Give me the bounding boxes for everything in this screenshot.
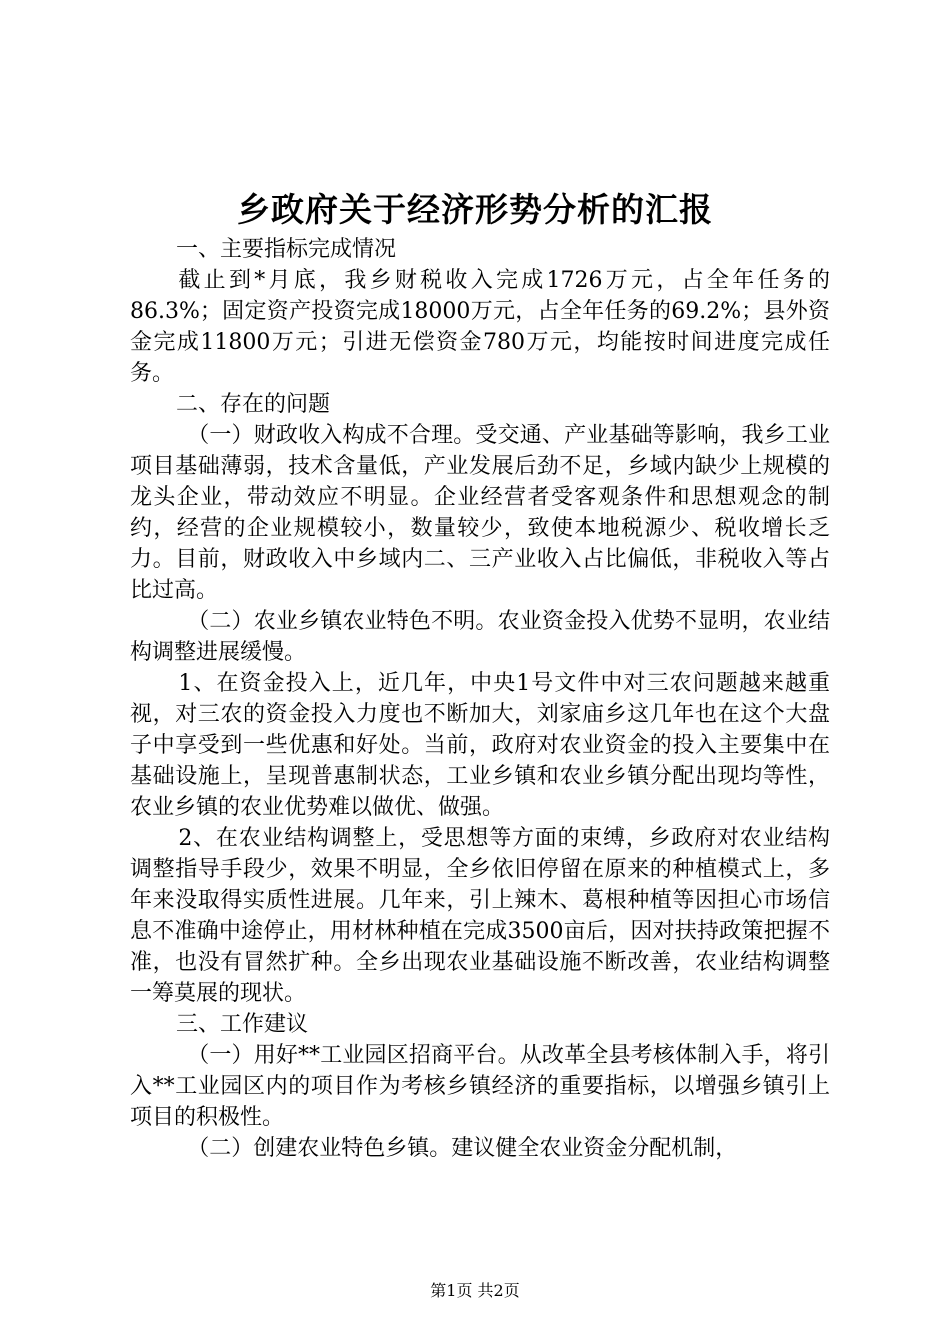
paragraph-problem-funding: 1、在资金投入上，近几年，中央1号文件中对三农问题越来越重视，对三农的资金投入力度也不断加大，刘家庙乡这几年也在这个大盘子中享受到一些优惠和好处。当前，政府对农业资金的投入主要集中在基础设施上，呈现普惠制状态，工业乡镇和农业乡镇分配出现均等性，农业乡镇的农业优势难以做优、做强。: [130, 671, 830, 820]
document-body: [130, 234, 830, 1164]
section-heading-suggestions: 三、工作建议: [176, 1012, 309, 1037]
paragraph-suggestion-industrial-park: （一）用好**工业园区招商平台。从改革全县考核体制入手，将引入**工业园区内的项目作为考核乡镇经济的重要指标，以增强乡镇引上项目的积极性。: [130, 1043, 830, 1130]
paragraph-suggestion-agri-town: （二）创建农业特色乡镇。建议健全农业资金分配机制，: [187, 1136, 738, 1161]
paragraph-indicators: 截止到*月底，我乡财税收入完成1726万元，占全年任务的86.3%；固定资产投资完成18000万元，占全年任务的69.2%；县外资金完成11800万元；引进无偿资金780万元，均能按时间进度完成任务。: [130, 268, 830, 386]
page-footer: 第1页 共2页: [430, 1281, 520, 1300]
paragraph-problem-agriculture: （二）农业乡镇农业特色不明。农业资金投入优势不显明，农业结构调整进展缓慢。: [130, 609, 830, 665]
paragraph-problem-structure: 2、在农业结构调整上，受思想等方面的束缚，乡政府对农业结构调整指导手段少，效果不明显，全乡依旧停留在原来的种植模式上，多年来没取得实质性进展。几年来，引上辣木、葛根种植等因担心市场信息不准确中途停止，用材林种植在完成3500亩后，因对扶持政策把握不准，也没有冒然扩种。全乡出现农业基础设施不断改善，农业结构调整一筹莫展的现状。: [130, 826, 830, 1006]
section-heading-main-indicators: 一、主要指标完成情况: [176, 237, 397, 262]
document-title: 乡政府关于经济形势分析的汇报: [237, 190, 713, 229]
section-heading-problems: 二、存在的问题: [176, 392, 331, 417]
paragraph-problem-fiscal: （一）财政收入构成不合理。受交通、产业基础等影响，我乡工业项目基础薄弱，技术含量低，产业发展后劲不足，乡域内缺少上规模的龙头企业，带动效应不明显。企业经营者受客观条件和思想观念的制约，经营的企业规模较小，数量较少，致使本地税源少、税收增长乏力。目前，财政收入中乡域内二、三产业收入占比偏低，非税收入等占比过高。: [130, 423, 830, 603]
